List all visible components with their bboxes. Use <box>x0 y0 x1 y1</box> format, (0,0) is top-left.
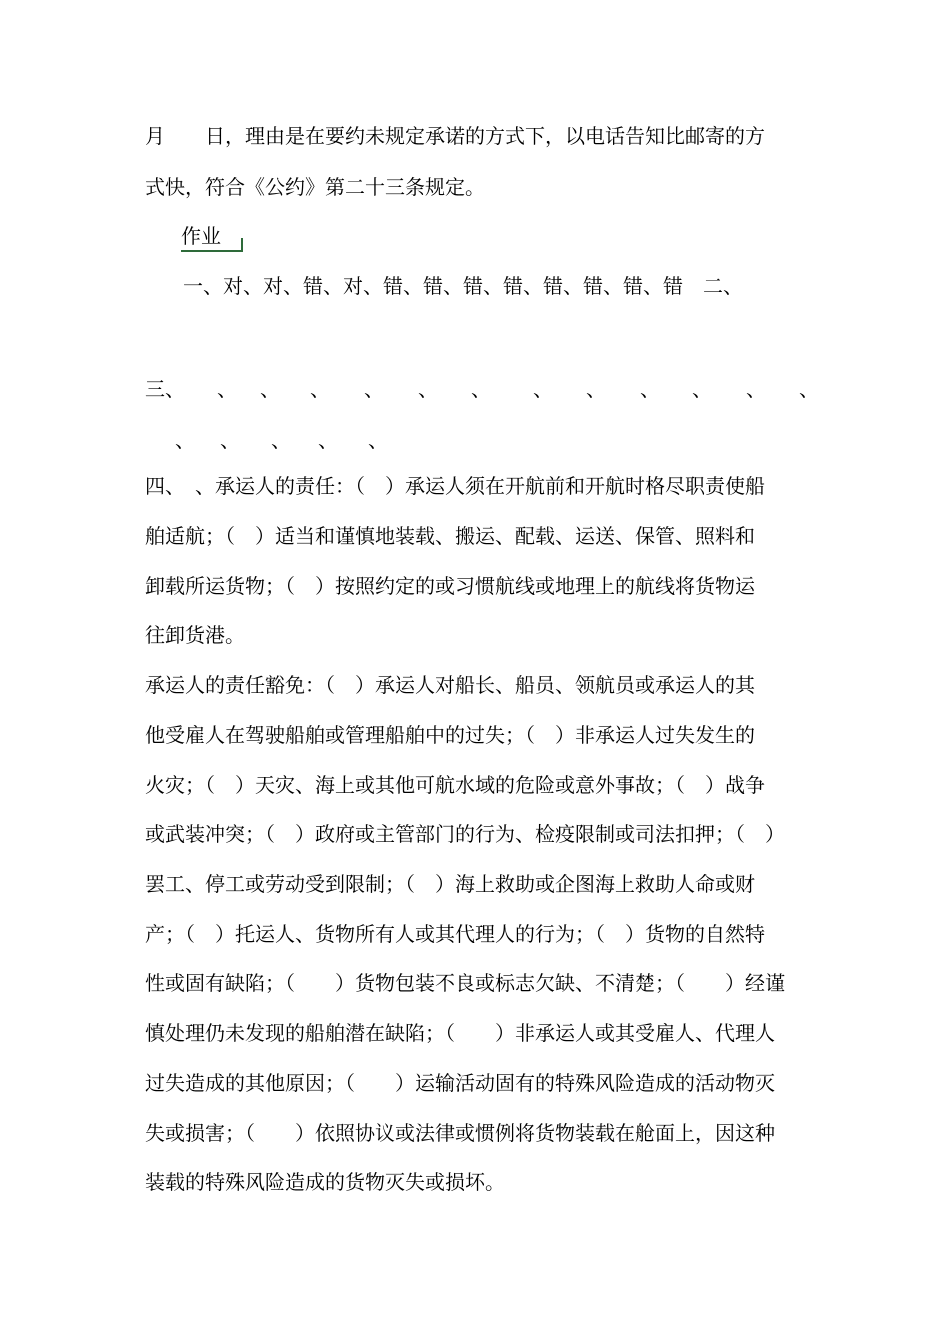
section-3-sep-row2: 、 <box>368 428 388 452</box>
section-3-sep: 、 <box>471 377 491 401</box>
intro-line-1: 月 日，理由是在要约未规定承诺的方式下，以电话告知比邮寄的方 <box>145 124 765 148</box>
section-3-sep-row2: 、 <box>271 428 291 452</box>
section-4-line: 卸载所运货物；（ ）按照约定的或习惯航线或地理上的航线将货物运 <box>145 574 755 598</box>
section-3-sep-row2: 、 <box>175 428 195 452</box>
section-3-sep: 、 <box>260 377 280 401</box>
section-3-sep: 、 <box>799 377 819 401</box>
section-3-sep: 、 <box>692 377 712 401</box>
section-4-line: 失或损害；（ ）依照协议或法律或惯例将货物装载在舱面上，因这种 <box>145 1121 775 1145</box>
section-4-line: 或武装冲突；（ ）政府或主管部门的行为、检疫限制或司法扣押；（ ） <box>145 822 785 846</box>
section-4-line: 罢工、停工或劳动受到限制；（ ）海上救助或企图海上救助人命或财 <box>145 872 755 896</box>
heading-underline-tick <box>241 238 243 252</box>
section-4-line: 产；（ ）托运人、货物所有人或其代理人的行为；（ ）货物的自然特 <box>145 922 765 946</box>
section-4-line: 往卸货港。 <box>145 623 245 647</box>
intro-line-2: 式快，符合《公约》第二十三条规定。 <box>145 175 485 199</box>
section-3-sep: 、 <box>364 377 384 401</box>
section-3-sep: 、 <box>310 377 330 401</box>
section-4-line: 性或固有缺陷；（ ）货物包装不良或标志欠缺、不清楚；（ ）经谨 <box>145 971 785 995</box>
heading-underline <box>181 250 243 252</box>
homework-heading: 作业 <box>181 224 221 248</box>
section-4-line: 承运人的责任豁免：（ ）承运人对船长、船员、领航员或承运人的其 <box>145 673 755 697</box>
section-3-sep: 、 <box>418 377 438 401</box>
section-3-sep: 、 <box>746 377 766 401</box>
section-3-sep-row2: 、 <box>318 428 338 452</box>
section-4-line: 过失造成的其他原因；（ ）运输活动固有的特殊风险造成的活动物灭 <box>145 1071 775 1095</box>
section-3-sep-row2: 、 <box>220 428 240 452</box>
section-1-answers: 一、对、对、错、对、错、错、错、错、错、错、错、错 二、 <box>183 274 743 298</box>
section-3-label: 三、 <box>145 377 185 401</box>
section-3-sep: 、 <box>533 377 553 401</box>
section-3-sep: 、 <box>640 377 660 401</box>
section-3-sep: 、 <box>586 377 606 401</box>
section-4-line: 装载的特殊风险造成的货物灭失或损坏。 <box>145 1170 505 1194</box>
section-4-line: 四、 、承运人的责任：（ ）承运人须在开航前和开航时格尽职责使船 <box>145 474 765 498</box>
section-4-line: 慎处理仍未发现的船舶潜在缺陷；（ ）非承运人或其受雇人、代理人 <box>145 1021 775 1045</box>
section-3-sep: 、 <box>217 377 237 401</box>
section-4-line: 火灾；（ ）天灾、海上或其他可航水域的危险或意外事故；（ ）战争 <box>145 773 765 797</box>
section-4-line: 舶适航；（ ）适当和谨慎地装载、搬运、配载、运送、保管、照料和 <box>145 524 755 548</box>
section-4-line: 他受雇人在驾驶船舶或管理船舶中的过失；（ ）非承运人过失发生的 <box>145 723 755 747</box>
